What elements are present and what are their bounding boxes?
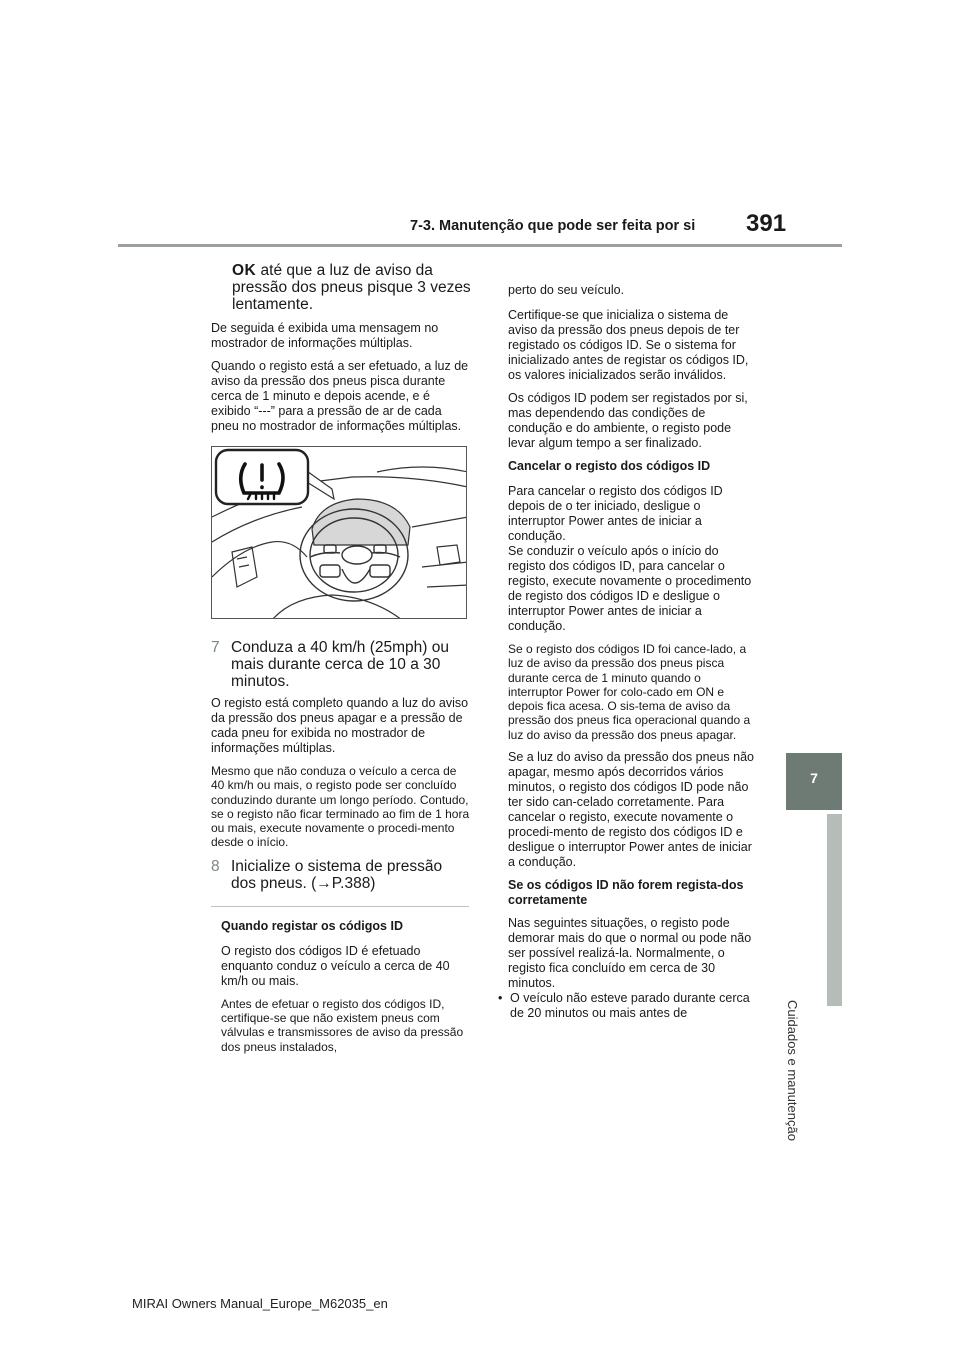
ok-button-glyph: OK (232, 262, 257, 279)
step-8 (211, 858, 471, 892)
paragraph: Certifique-se que inicializa o sistema de aviso da pressão dos pneus depois de ter registado os códigos ID. Se o sistema for inicializado antes de registar os códigos ID, os valores inicializados serão inválidos. (508, 308, 749, 382)
chapter-title: Cuidados e manutenção (785, 1000, 800, 1141)
chapter-tab-bar (827, 814, 842, 1006)
bullet-dot: • (498, 991, 503, 1006)
subsection-title: Cancelar o registo dos códigos ID (508, 459, 711, 473)
note-divider (211, 906, 469, 907)
paragraph: Se o registo dos códigos ID foi cance-lado, a luz de aviso da pressão dos pneus pisca durante cerca de 1 minuto quando o interruptor Power for colo-cado em ON e depois fica acesa. O sis-tema de aviso da pressão dos pneus fica operacional quando a luz do aviso da pressão dos pneus apagar. (508, 642, 751, 742)
footer-text: MIRAI Owners Manual_Europe_M62035_en (132, 1296, 388, 1311)
paragraph: Os códigos ID podem ser registados por si, mas dependendo das condições de condução e do ambiente, o registo pode levar algum tempo a ser finalizado. (508, 391, 748, 450)
paragraph: perto do seu veículo. (508, 283, 625, 297)
chapter-number: 7 (810, 770, 818, 786)
section-title: 7-3. Manutenção que pode ser feita por si (410, 218, 696, 234)
dashboard-drawing (212, 447, 467, 619)
left-column (211, 262, 471, 1062)
paragraph: Se conduzir o veículo após o início do registo dos códigos ID, para cancelar o registo, execute novamente o procedimento de registo dos códigos ID e desligue o interruptor Power antes de iniciar a condução. (508, 544, 752, 633)
note-title: Quando registar os códigos ID (221, 918, 403, 933)
step-text: Conduza a 40 km/h (25mph) ou mais durante cerca de 10 a 30 minutos. (231, 639, 449, 690)
paragraph: Mesmo que não conduza o veículo a cerca de 40 km/h ou mais, o registo pode ser concluído conduzindo durante um longo período. Contudo, se o registo não ficar terminado ao fim de 1 hora ou mais, execute novamente o procedi-mento desde o início. (211, 764, 470, 850)
paragraph: Quando o registo está a ser efetuado, a luz de aviso da pressão dos pneus pisca durante cerca de 1 minuto e depois acende, e é exibido “---” para a pressão de ar de cada pneu no mostrador de informações múltiplas. (211, 359, 469, 433)
intro-text: até que a luz de aviso da pressão dos pneus pisque 3 vezes lentamente. (232, 262, 471, 313)
paragraph: Para cancelar o registo dos códigos ID depois de o ter iniciado, desligue o interruptor Power antes de iniciar a condução. (508, 484, 723, 543)
header-rule (118, 244, 842, 247)
paragraph: Nas seguintes situações, o registo pode demorar mais do que o normal ou pode não ser possível realizá-la. Normalmente, o registo fica concluído em cerca de 30 minutos. (508, 916, 752, 991)
paragraph: Antes de efetuar o registo dos códigos ID, certifique-se que não existem pneus com válvulas e transmissores de aviso da pressão dos pneus instalados, (221, 996, 464, 1054)
dashboard-illustration (211, 446, 467, 619)
paragraph: Se a luz do aviso da pressão dos pneus não apagar, mesmo após decorridos vários minutos, o registo dos códigos ID pode não ter sido can-celado corretamente. Para cancelar o registo, execute novamente o procedi-mento de registo dos códigos ID e desligue o interruptor Power antes de iniciar a condução. (508, 750, 755, 870)
paragraph: De seguida é exibida uma mensagem no mostrador de informações múltiplas. (211, 321, 439, 350)
note-box (211, 919, 473, 1054)
step-number: 7 (211, 639, 220, 656)
list-item-text: O veículo não esteve parado durante cerca de 20 minutos ou mais antes de (510, 991, 750, 1021)
step-number: 8 (211, 857, 220, 875)
paragraph: O registo está completo quando a luz do aviso da pressão dos pneus apagar e a pressão de cada pneu for exibida no mostrador de informações múltiplas. (211, 696, 469, 755)
list-item (498, 991, 758, 1021)
intro-step-continuation (211, 262, 471, 313)
step-text: Inicialize o sistema de pressão dos pneus. (→P.388) (231, 857, 443, 892)
step-7 (211, 639, 471, 690)
paragraph: O registo dos códigos ID é efetuado enquanto conduz o veículo a cerca de 40 km/h ou mais. (221, 943, 450, 988)
page-number: 391 (746, 210, 787, 237)
right-column (498, 283, 758, 1021)
subsection-title: Se os códigos ID não forem regista-dos corretamente (508, 878, 744, 908)
